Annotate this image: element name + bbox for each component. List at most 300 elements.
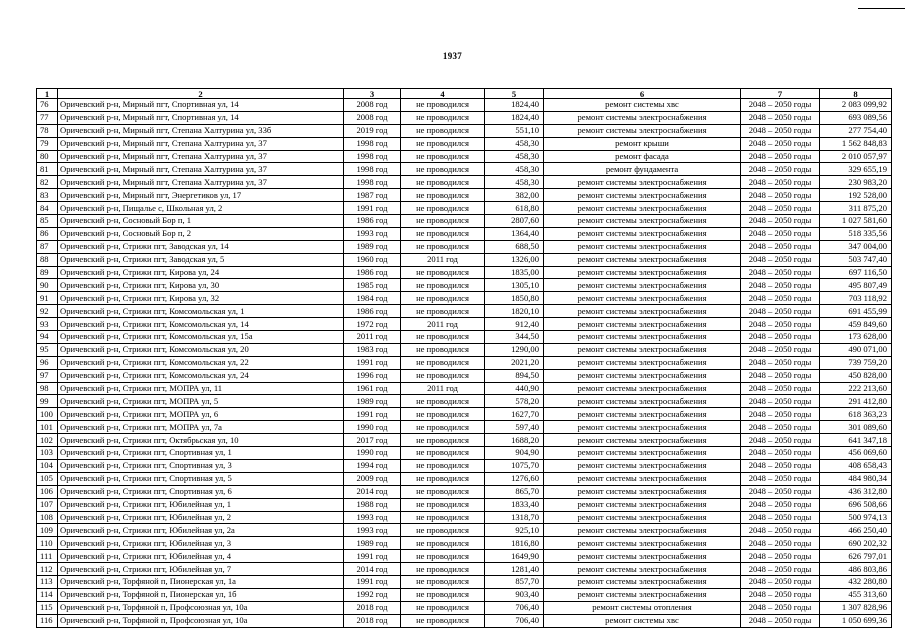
- cell-area: 618,80: [485, 202, 544, 215]
- cell-cost: 739 759,20: [820, 356, 892, 369]
- cell-cost: 518 335,56: [820, 227, 892, 240]
- cell-cost: 192 528,00: [820, 189, 892, 202]
- cell-row-number: 90: [37, 279, 58, 292]
- cell-build-year: 2014 год: [344, 563, 401, 576]
- cell-last-repair-year: не проводился: [401, 588, 485, 601]
- cell-last-repair-year: не проводился: [401, 563, 485, 576]
- cell-row-number: 92: [37, 305, 58, 318]
- cell-row-number: 100: [37, 408, 58, 421]
- cell-area: 458,30: [485, 176, 544, 189]
- cell-area: 1305,10: [485, 279, 544, 292]
- cell-last-repair-year: 2011 год: [401, 382, 485, 395]
- table-row: [37, 434, 892, 447]
- cell-area: 1820,10: [485, 305, 544, 318]
- cell-row-number: 103: [37, 447, 58, 460]
- cell-period: 2048 – 2050 годы: [741, 485, 820, 498]
- cell-cost: 691 455,99: [820, 305, 892, 318]
- cell-period: 2048 – 2050 годы: [741, 124, 820, 137]
- cell-period: 2048 – 2050 годы: [741, 447, 820, 460]
- cell-period: 2048 – 2050 годы: [741, 588, 820, 601]
- cell-work-type: ремонт системы хвс: [544, 614, 741, 627]
- cell-address: Оричевский р-н, Мирный пгт, Степана Халтурина ул, 37: [58, 163, 344, 176]
- cell-period: 2048 – 2050 годы: [741, 202, 820, 215]
- cell-cost: 641 347,18: [820, 434, 892, 447]
- cell-build-year: 1991 год: [344, 356, 401, 369]
- cell-last-repair-year: не проводился: [401, 537, 485, 550]
- table-row: [37, 537, 892, 550]
- cell-work-type: ремонт системы электроснабжения: [544, 447, 741, 460]
- cell-area: 1326,00: [485, 253, 544, 266]
- cell-work-type: ремонт системы электроснабжения: [544, 395, 741, 408]
- cell-build-year: 1986 год: [344, 266, 401, 279]
- cell-work-type: ремонт системы электроснабжения: [544, 588, 741, 601]
- cell-work-type: ремонт системы электроснабжения: [544, 356, 741, 369]
- cell-area: 1281,40: [485, 563, 544, 576]
- table-row: [37, 176, 892, 189]
- cell-build-year: 1983 год: [344, 343, 401, 356]
- cell-period: 2048 – 2050 годы: [741, 550, 820, 563]
- cell-period: 2048 – 2050 годы: [741, 176, 820, 189]
- cell-address: Оричевский р-н, Стрижи пгт, Комсомольская ул, 20: [58, 343, 344, 356]
- cell-build-year: 1991 год: [344, 575, 401, 588]
- cell-cost: 618 363,23: [820, 408, 892, 421]
- cell-row-number: 93: [37, 318, 58, 331]
- cell-build-year: 1998 год: [344, 137, 401, 150]
- cell-work-type: ремонт системы электроснабжения: [544, 318, 741, 331]
- cell-address: Оричевский р-н, Стрижи пгт, Юбилейная ул, 3: [58, 537, 344, 550]
- cell-last-repair-year: не проводился: [401, 408, 485, 421]
- cell-build-year: 1998 год: [344, 163, 401, 176]
- cell-cost: 495 807,49: [820, 279, 892, 292]
- cell-last-repair-year: не проводился: [401, 550, 485, 563]
- cell-area: 688,50: [485, 240, 544, 253]
- cell-row-number: 97: [37, 369, 58, 382]
- cell-last-repair-year: не проводился: [401, 459, 485, 472]
- cell-period: 2048 – 2050 годы: [741, 408, 820, 421]
- cell-last-repair-year: не проводился: [401, 343, 485, 356]
- cell-build-year: 1991 год: [344, 408, 401, 421]
- cell-cost: 455 313,60: [820, 588, 892, 601]
- cell-row-number: 79: [37, 137, 58, 150]
- cell-last-repair-year: 2011 год: [401, 318, 485, 331]
- cell-address: Оричевский р-н, Стрижи пгт, Кирова ул, 24: [58, 266, 344, 279]
- cell-area: 2021,20: [485, 356, 544, 369]
- cell-address: Оричевский р-н, Сосновый Бор п, 2: [58, 227, 344, 240]
- cell-last-repair-year: не проводился: [401, 111, 485, 124]
- cell-last-repair-year: не проводился: [401, 511, 485, 524]
- cell-row-number: 95: [37, 343, 58, 356]
- table-row: [37, 575, 892, 588]
- cell-row-number: 87: [37, 240, 58, 253]
- cell-last-repair-year: не проводился: [401, 331, 485, 344]
- cell-last-repair-year: не проводился: [401, 279, 485, 292]
- table-row: [37, 369, 892, 382]
- cell-area: 578,20: [485, 395, 544, 408]
- cell-area: 2807,60: [485, 215, 544, 228]
- cell-work-type: ремонт системы электроснабжения: [544, 331, 741, 344]
- cell-row-number: 105: [37, 472, 58, 485]
- cell-address: Оричевский р-н, Стрижи пгт, Спортивная ул, 6: [58, 485, 344, 498]
- cell-area: 925,10: [485, 524, 544, 537]
- cell-period: 2048 – 2050 годы: [741, 227, 820, 240]
- cell-period: 2048 – 2050 годы: [741, 537, 820, 550]
- cell-build-year: 1984 год: [344, 292, 401, 305]
- cell-cost: 329 655,19: [820, 163, 892, 176]
- cell-work-type: ремонт системы электроснабжения: [544, 485, 741, 498]
- cell-cost: 486 803,86: [820, 563, 892, 576]
- table-row: [37, 550, 892, 563]
- cell-address: Оричевский р-н, Стрижи пгт, Юбилейная ул, 1: [58, 498, 344, 511]
- cell-cost: 1 307 828,96: [820, 601, 892, 614]
- cell-row-number: 98: [37, 382, 58, 395]
- cell-area: 1290,00: [485, 343, 544, 356]
- cell-cost: 311 875,20: [820, 202, 892, 215]
- cell-build-year: 1972 год: [344, 318, 401, 331]
- cell-last-repair-year: 2011 год: [401, 253, 485, 266]
- cell-build-year: 1985 год: [344, 279, 401, 292]
- cell-build-year: 1990 год: [344, 421, 401, 434]
- table-row: [37, 240, 892, 253]
- table-row: [37, 408, 892, 421]
- table-row: [37, 382, 892, 395]
- cell-cost: 693 089,56: [820, 111, 892, 124]
- cell-address: Оричевский р-н, Стрижи пгт, Заводская ул, 14: [58, 240, 344, 253]
- cell-address: Оричевский р-н, Стрижи пгт, Юбилейная ул, 7: [58, 563, 344, 576]
- cell-cost: 690 202,32: [820, 537, 892, 550]
- cell-address: Оричевский р-н, Мирный пгт, Степана Халтурина ул, 37: [58, 150, 344, 163]
- table-row: [37, 601, 892, 614]
- cell-period: 2048 – 2050 годы: [741, 511, 820, 524]
- cell-last-repair-year: не проводился: [401, 150, 485, 163]
- cell-area: 1627,70: [485, 408, 544, 421]
- cell-work-type: ремонт системы электроснабжения: [544, 537, 741, 550]
- cell-work-type: ремонт системы электроснабжения: [544, 215, 741, 228]
- cell-build-year: 1986 год: [344, 305, 401, 318]
- cell-period: 2048 – 2050 годы: [741, 382, 820, 395]
- cell-cost: 230 983,20: [820, 176, 892, 189]
- cell-row-number: 102: [37, 434, 58, 447]
- cell-row-number: 101: [37, 421, 58, 434]
- cell-work-type: ремонт системы электроснабжения: [544, 459, 741, 472]
- table-row: [37, 343, 892, 356]
- cell-row-number: 107: [37, 498, 58, 511]
- cell-work-type: ремонт системы электроснабжения: [544, 472, 741, 485]
- cell-last-repair-year: не проводился: [401, 99, 485, 112]
- cell-build-year: 1986 год: [344, 215, 401, 228]
- cell-address: Оричевский р-н, Стрижи пгт, Кирова ул, 32: [58, 292, 344, 305]
- cell-work-type: ремонт системы электроснабжения: [544, 369, 741, 382]
- table-row: [37, 111, 892, 124]
- cell-cost: 291 412,80: [820, 395, 892, 408]
- cell-cost: 696 508,66: [820, 498, 892, 511]
- cell-cost: 1 562 848,83: [820, 137, 892, 150]
- table-row: [37, 150, 892, 163]
- cell-address: Оричевский р-н, Стрижи пгт, Комсомольская ул, 14: [58, 318, 344, 331]
- cell-period: 2048 – 2050 годы: [741, 163, 820, 176]
- cell-last-repair-year: не проводился: [401, 163, 485, 176]
- cell-work-type: ремонт системы электроснабжения: [544, 227, 741, 240]
- cell-row-number: 99: [37, 395, 58, 408]
- cell-build-year: 1991 год: [344, 550, 401, 563]
- cell-address: Оричевский р-н, Стрижи пгт, Кирова ул, 30: [58, 279, 344, 292]
- cell-period: 2048 – 2050 годы: [741, 253, 820, 266]
- header-col-1: 1: [37, 89, 58, 99]
- cell-build-year: 1994 год: [344, 459, 401, 472]
- header-row: [37, 89, 892, 99]
- cell-cost: 466 250,40: [820, 524, 892, 537]
- cell-last-repair-year: не проводился: [401, 137, 485, 150]
- cell-cost: 408 658,43: [820, 459, 892, 472]
- table-row: [37, 253, 892, 266]
- cell-row-number: 113: [37, 575, 58, 588]
- cell-row-number: 108: [37, 511, 58, 524]
- cell-period: 2048 – 2050 годы: [741, 189, 820, 202]
- cell-work-type: ремонт системы электроснабжения: [544, 524, 741, 537]
- cell-area: 1835,00: [485, 266, 544, 279]
- cell-address: Оричевский р-н, Стрижи пгт, Юбилейная ул, 2: [58, 511, 344, 524]
- cell-area: 894,50: [485, 369, 544, 382]
- cell-address: Оричевский р-н, Торфяной п, Пионерская ул, 1б: [58, 588, 344, 601]
- cell-work-type: ремонт системы электроснабжения: [544, 434, 741, 447]
- cell-period: 2048 – 2050 годы: [741, 305, 820, 318]
- cell-period: 2048 – 2050 годы: [741, 318, 820, 331]
- cell-cost: 484 980,34: [820, 472, 892, 485]
- cell-address: Оричевский р-н, Торфяной п, Пионерская ул, 1а: [58, 575, 344, 588]
- cell-last-repair-year: не проводился: [401, 240, 485, 253]
- cell-work-type: ремонт системы электроснабжения: [544, 575, 741, 588]
- cell-build-year: 2011 год: [344, 331, 401, 344]
- cell-last-repair-year: не проводился: [401, 305, 485, 318]
- cell-period: 2048 – 2050 годы: [741, 601, 820, 614]
- cell-last-repair-year: не проводился: [401, 227, 485, 240]
- header-col-4: 4: [401, 89, 485, 99]
- cell-work-type: ремонт системы электроснабжения: [544, 111, 741, 124]
- cell-build-year: 2008 год: [344, 111, 401, 124]
- cell-row-number: 91: [37, 292, 58, 305]
- cell-build-year: 2017 год: [344, 434, 401, 447]
- cell-area: 912,40: [485, 318, 544, 331]
- cell-address: Оричевский р-н, Стрижи пгт, Спортивная ул, 1: [58, 447, 344, 460]
- cell-address: Оричевский р-н, Стрижи пгт, Комсомольская ул, 15а: [58, 331, 344, 344]
- cell-last-repair-year: не проводился: [401, 434, 485, 447]
- cell-work-type: ремонт системы электроснабжения: [544, 343, 741, 356]
- cell-build-year: 2018 год: [344, 601, 401, 614]
- cell-period: 2048 – 2050 годы: [741, 498, 820, 511]
- cell-build-year: 1993 год: [344, 524, 401, 537]
- cell-cost: 490 071,00: [820, 343, 892, 356]
- table-row: [37, 472, 892, 485]
- cell-row-number: 76: [37, 99, 58, 112]
- table-row: [37, 292, 892, 305]
- cell-cost: 450 828,00: [820, 369, 892, 382]
- table-row: [37, 563, 892, 576]
- cell-work-type: ремонт системы электроснабжения: [544, 253, 741, 266]
- cell-area: 1824,40: [485, 111, 544, 124]
- cell-cost: 456 069,60: [820, 447, 892, 460]
- cell-period: 2048 – 2050 годы: [741, 292, 820, 305]
- cell-row-number: 112: [37, 563, 58, 576]
- cell-area: 903,40: [485, 588, 544, 601]
- cell-address: Оричевский р-н, Сосновый Бор п, 1: [58, 215, 344, 228]
- cell-build-year: 1989 год: [344, 240, 401, 253]
- cell-last-repair-year: не проводился: [401, 189, 485, 202]
- header-col-2: 2: [58, 89, 344, 99]
- cell-work-type: ремонт фасада: [544, 150, 741, 163]
- cell-work-type: ремонт системы электроснабжения: [544, 408, 741, 421]
- cell-last-repair-year: не проводился: [401, 472, 485, 485]
- cell-address: Оричевский р-н, Стрижи пгт, МОПРА ул, 5: [58, 395, 344, 408]
- cell-period: 2048 – 2050 годы: [741, 563, 820, 576]
- cell-row-number: 83: [37, 189, 58, 202]
- cell-last-repair-year: не проводился: [401, 447, 485, 460]
- cell-address: Оричевский р-н, Стрижи пгт, Заводская ул, 5: [58, 253, 344, 266]
- cell-cost: 503 747,40: [820, 253, 892, 266]
- header-col-6: 6: [544, 89, 741, 99]
- cell-period: 2048 – 2050 годы: [741, 99, 820, 112]
- table-row: [37, 588, 892, 601]
- cell-address: Оричевский р-н, Стрижи пгт, МОПРА ул, 6: [58, 408, 344, 421]
- table-row: [37, 331, 892, 344]
- cell-cost: 500 974,13: [820, 511, 892, 524]
- cell-build-year: 1993 год: [344, 511, 401, 524]
- cell-cost: 277 754,40: [820, 124, 892, 137]
- table-body: [37, 99, 892, 628]
- cell-work-type: ремонт крыши: [544, 137, 741, 150]
- cell-area: 865,70: [485, 485, 544, 498]
- cell-row-number: 77: [37, 111, 58, 124]
- table-row: [37, 395, 892, 408]
- cell-last-repair-year: не проводился: [401, 395, 485, 408]
- cell-area: 458,30: [485, 137, 544, 150]
- table-row: [37, 485, 892, 498]
- cell-work-type: ремонт системы электроснабжения: [544, 189, 741, 202]
- cell-period: 2048 – 2050 годы: [741, 215, 820, 228]
- cell-work-type: ремонт системы электроснабжения: [544, 421, 741, 434]
- table-row: [37, 459, 892, 472]
- cell-cost: 436 312,80: [820, 485, 892, 498]
- cell-address: Оричевский р-н, Мирный пгт, Степана Халтурина ул, 37: [58, 137, 344, 150]
- cell-last-repair-year: не проводился: [401, 524, 485, 537]
- cell-area: 1850,80: [485, 292, 544, 305]
- cell-cost: 1 027 581,60: [820, 215, 892, 228]
- repair-program-table: [36, 88, 892, 628]
- cell-period: 2048 – 2050 годы: [741, 524, 820, 537]
- cell-area: 458,30: [485, 150, 544, 163]
- table-row: [37, 305, 892, 318]
- cell-area: 440,90: [485, 382, 544, 395]
- table-row: [37, 511, 892, 524]
- cell-build-year: 1991 год: [344, 202, 401, 215]
- cell-row-number: 89: [37, 266, 58, 279]
- cell-last-repair-year: не проводился: [401, 601, 485, 614]
- cell-build-year: 1992 год: [344, 588, 401, 601]
- cell-period: 2048 – 2050 годы: [741, 137, 820, 150]
- cell-period: 2048 – 2050 годы: [741, 614, 820, 627]
- cell-period: 2048 – 2050 годы: [741, 240, 820, 253]
- cell-row-number: 94: [37, 331, 58, 344]
- cell-cost: 703 118,92: [820, 292, 892, 305]
- cell-build-year: 1987 год: [344, 189, 401, 202]
- cell-address: Оричевский р-н, Стрижи пгт, Комсомольская ул, 24: [58, 369, 344, 382]
- cell-row-number: 78: [37, 124, 58, 137]
- cell-address: Оричевский р-н, Стрижи пгт, Спортивная ул, 5: [58, 472, 344, 485]
- table-row: [37, 137, 892, 150]
- cell-address: Оричевский р-н, Пищалье с, Школьная ул, 2: [58, 202, 344, 215]
- table-row: [37, 99, 892, 112]
- cell-build-year: 1998 год: [344, 150, 401, 163]
- cell-row-number: 96: [37, 356, 58, 369]
- cell-row-number: 84: [37, 202, 58, 215]
- table-row: [37, 318, 892, 331]
- table-row: [37, 163, 892, 176]
- cell-period: 2048 – 2050 годы: [741, 472, 820, 485]
- cell-build-year: 2019 год: [344, 124, 401, 137]
- table-row: [37, 524, 892, 537]
- cell-row-number: 111: [37, 550, 58, 563]
- cell-work-type: ремонт системы хвс: [544, 99, 741, 112]
- cell-last-repair-year: не проводился: [401, 356, 485, 369]
- cell-last-repair-year: не проводился: [401, 614, 485, 627]
- cell-work-type: ремонт системы электроснабжения: [544, 266, 741, 279]
- cell-area: 1688,20: [485, 434, 544, 447]
- cell-area: 1318,70: [485, 511, 544, 524]
- cell-build-year: 1996 год: [344, 369, 401, 382]
- cell-period: 2048 – 2050 годы: [741, 421, 820, 434]
- table-row: [37, 189, 892, 202]
- table-row: [37, 227, 892, 240]
- cell-area: 597,40: [485, 421, 544, 434]
- cell-cost: 1 050 699,36: [820, 614, 892, 627]
- cell-work-type: ремонт системы электроснабжения: [544, 176, 741, 189]
- cell-row-number: 109: [37, 524, 58, 537]
- table-row: [37, 498, 892, 511]
- table-row: [37, 124, 892, 137]
- cell-cost: 301 089,60: [820, 421, 892, 434]
- cell-last-repair-year: не проводился: [401, 485, 485, 498]
- header-col-7: 7: [741, 89, 820, 99]
- cell-build-year: 1989 год: [344, 395, 401, 408]
- cell-period: 2048 – 2050 годы: [741, 266, 820, 279]
- table-row: [37, 215, 892, 228]
- cell-address: Оричевский р-н, Торфяной п, Профсоюзная ул, 10а: [58, 601, 344, 614]
- cell-work-type: ремонт системы электроснабжения: [544, 279, 741, 292]
- cell-address: Оричевский р-н, Мирный пгт, Степана Халтурина ул, 37: [58, 176, 344, 189]
- cell-area: 1276,60: [485, 472, 544, 485]
- cell-area: 458,30: [485, 163, 544, 176]
- cell-period: 2048 – 2050 годы: [741, 356, 820, 369]
- cell-build-year: 1960 год: [344, 253, 401, 266]
- cell-cost: 697 116,50: [820, 266, 892, 279]
- cell-period: 2048 – 2050 годы: [741, 150, 820, 163]
- cell-period: 2048 – 2050 годы: [741, 434, 820, 447]
- cell-work-type: ремонт системы электроснабжения: [544, 382, 741, 395]
- cell-build-year: 2014 год: [344, 485, 401, 498]
- cell-build-year: 2018 год: [344, 614, 401, 627]
- cell-address: Оричевский р-н, Стрижи пгт, Комсомольская ул, 22: [58, 356, 344, 369]
- table-row: [37, 421, 892, 434]
- cell-area: 857,70: [485, 575, 544, 588]
- cell-address: Оричевский р-н, Стрижи пгт, МОПРА ул, 11: [58, 382, 344, 395]
- cell-area: 1816,80: [485, 537, 544, 550]
- cell-area: 1364,40: [485, 227, 544, 240]
- cell-row-number: 104: [37, 459, 58, 472]
- cell-area: 1649,90: [485, 550, 544, 563]
- cell-cost: 222 213,60: [820, 382, 892, 395]
- cell-cost: 173 628,00: [820, 331, 892, 344]
- cell-build-year: 1989 год: [344, 537, 401, 550]
- cell-area: 904,90: [485, 447, 544, 460]
- cell-work-type: ремонт системы электроснабжения: [544, 202, 741, 215]
